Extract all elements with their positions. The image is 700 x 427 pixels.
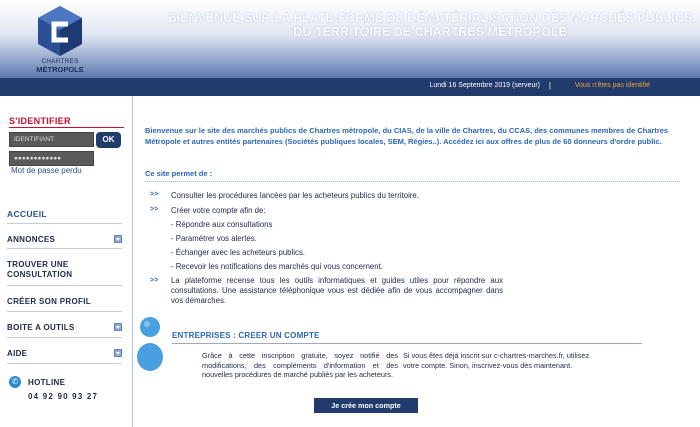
chevron-down-icon[interactable] — [114, 323, 122, 331]
login-title-underline — [9, 127, 124, 128]
bullet-icon: >> — [150, 277, 159, 284]
chevron-down-icon[interactable] — [114, 235, 122, 243]
phone-icon: ✆ — [9, 376, 21, 388]
page-title — [150, 11, 700, 39]
nav-divider — [7, 363, 122, 364]
nav-item-aide[interactable] — [7, 349, 122, 359]
nav-divider — [7, 337, 122, 338]
nav-item-creer-profil[interactable] — [7, 297, 122, 307]
not-identified-status: Vous n'êtes pas identifié — [574, 82, 650, 89]
main-content — [134, 96, 700, 427]
nav-divider — [7, 223, 122, 224]
sidebar — [0, 96, 133, 427]
nav-label: ACCUEIL — [7, 209, 47, 219]
enterprise-heading: ENTREPRISES : CREER UN COMPTE — [172, 331, 320, 340]
title-line-1: BIENVENUE SUR LA PLATE-FORME DE DÉMATÉRIALISATION DES MARCHÉS PUBLICS — [167, 11, 693, 25]
nav-divider — [7, 311, 122, 312]
login-title: S'IDENTIFIER — [9, 116, 71, 126]
nav-divider — [7, 285, 122, 286]
feature-item: Consulter les procédures lancées par les acheteurs publics du territoire. — [171, 191, 419, 200]
enterprise-text-left: Grâce à cette inscription gratuite, soyez notifié des modifications, des compléments d'information et des nouvelles procédures de marché publiés par les acheteurs. — [202, 351, 398, 379]
status-bar — [0, 78, 700, 96]
nav-label: BOITE A OUTILS — [7, 323, 75, 332]
user-avatar-icon — [136, 317, 164, 373]
bullet-icon: >> — [150, 191, 159, 198]
logo-line-1: CHARTRES — [41, 58, 79, 65]
title-line-2: DU TERRITOIRE DE CHARTRES MÉTROPOLE — [293, 25, 567, 39]
nav-item-trouver-consultation[interactable] — [7, 260, 122, 280]
feature-subitem: - Recevoir les notifications des marchés qui vous concernent. — [171, 262, 383, 271]
nav-label: ANNONCES — [7, 235, 56, 244]
password-input[interactable]: ●●●●●●●●●●●● — [9, 151, 94, 166]
feature-item: Créer votre compte afin de: — [171, 206, 266, 215]
username-input[interactable]: IDENTIFIANT — [9, 132, 94, 147]
enterprise-divider — [172, 343, 642, 344]
hotline-number: 04 92 90 93 27 — [28, 392, 99, 401]
nav-label: AIDE — [7, 349, 28, 358]
nav-item-accueil[interactable] — [7, 209, 122, 219]
bullet-icon: >> — [150, 206, 159, 213]
forgot-password-link[interactable]: Mot de passe perdu — [11, 166, 82, 175]
dotted-divider — [145, 181, 680, 182]
nav-item-boite-outils[interactable] — [7, 323, 122, 333]
intro-text: Bienvenue sur le site des marchés publics de Chartres métropole, du CIAS, de la ville de Chartres, du CCAS, des communes membres de Chartres Métropole et autres entités partenaires (Sociétés publiques locales, SEM, Régies..). Accédez ici aux offres de plus de 60 donneurs d'ordre public. — [145, 126, 669, 146]
feature-subitem: - Échanger avec les acheteurs publics. — [171, 248, 305, 257]
feature-subitem: - Paramétrer vos alertes. — [171, 234, 257, 243]
nav-divider — [7, 248, 122, 249]
enterprise-text-right: Si vous êtes déjà inscrit sur c-chartres-marches.fr, utilisez votre compte. Sinon, inscrivez-vous dès maintenant. — [403, 351, 590, 370]
nav-label: CRÉER SON PROFIL — [7, 297, 91, 306]
feature-subitem: - Répondre aux consultations — [171, 220, 273, 229]
allows-heading: Ce site permet de : — [145, 169, 213, 178]
nav-label-line-1: TROUVER UNE — [7, 260, 69, 269]
server-date: Lundi 16 Septembre 2019 (serveur) — [429, 82, 540, 89]
nav-label-line-2: CONSULTATION — [7, 270, 73, 279]
login-ok-button[interactable]: OK — [96, 132, 121, 148]
logo-line-2: MÉTROPOLE — [36, 65, 84, 74]
separator: | — [548, 81, 551, 90]
feature-item: La plateforme recense tous les outils informatiques et guides utiles pour répondre aux consultations. Une assistance téléphonique vous est dédiée afin de vous accompagner dans vos démarches. — [171, 276, 503, 305]
hotline-label: HOTLINE — [28, 378, 66, 387]
create-account-button[interactable]: Je crée mon compte — [314, 398, 418, 413]
chevron-down-icon[interactable] — [114, 349, 122, 357]
site-header — [0, 0, 700, 78]
nav-item-annonces[interactable] — [7, 235, 122, 245]
